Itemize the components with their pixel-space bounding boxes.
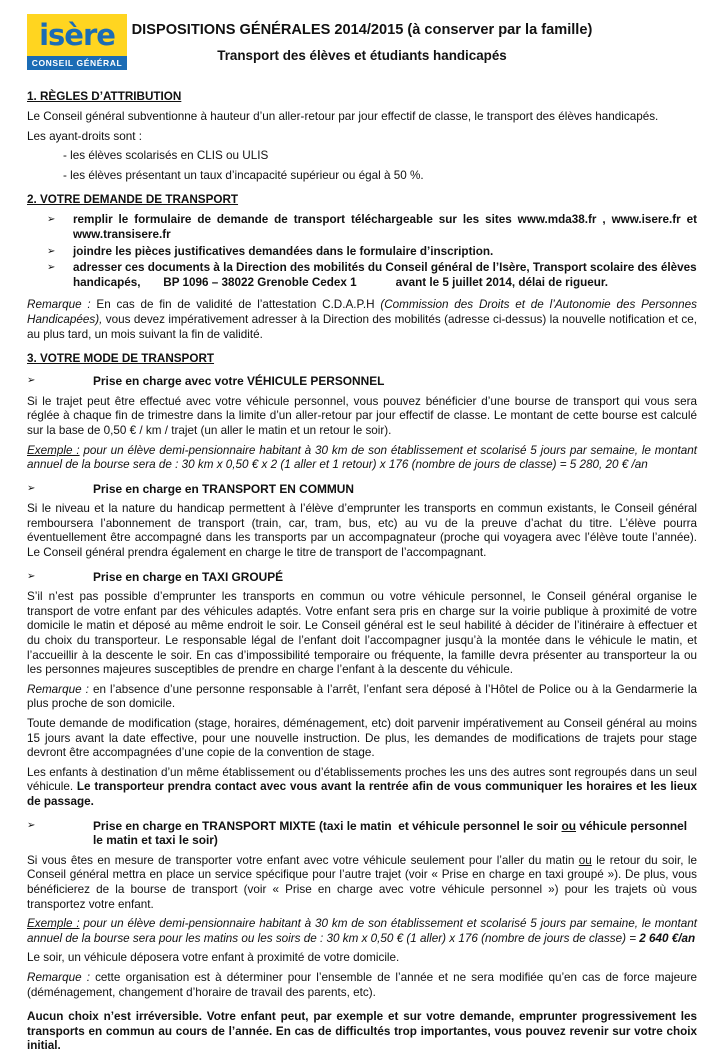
remark-text: en l’absence d’une personne responsable à l’arrêt, l’enfant sera déposé à l’Hôtel de Police ou à la Gendarmerie la plus proche de son domicile. [27, 682, 697, 711]
arrow-bullet-icon: ➢ [27, 375, 36, 387]
section-1-heading: 1. RÈGLES D’ATTRIBUTION [27, 90, 182, 103]
subsection-title: Prise en charge en TRANSPORT EN COMMUN [93, 481, 354, 496]
paragraph-text: le retour du soir, le Conseil général mettra en place un service spécifique pour l’autre trajet (voir « Prise en charge en taxi groupé »). De plus, vous bénéficierez de la bourse de transport (voir « Prise en charge avec votre véhicule personnel ») pour les trajets où vous transportez votre enfant. [27, 853, 697, 911]
section-1-paragraph: Les ayant-droits sont : [27, 129, 142, 143]
document-header [27, 14, 697, 76]
paragraph [27, 854, 697, 912]
bullet-item [27, 261, 700, 290]
paragraph-text: Si vous êtes en mesure de transporter votre enfant avec votre véhicule seulement pour l’aller du matin [27, 853, 579, 867]
subsection-heading-taxi-groupe [27, 570, 697, 585]
bullet-text: remplir le formulaire de demande de transport téléchargeable sur les sites www.mda38.fr , www.isere.fr et www.transisere.fr [73, 213, 697, 241]
paragraph: Si le niveau et la nature du handicap permettent à l’élève d’emprunter les transports en commun existants, le Conseil général remboursera l’abonnement de transport (train, car, tram, bus, etc) au vu de la preuve d’achat du titre. L’élève pourra éventuellement être accompagné dans les transports par un accompagnateur (proche qui voyagera avec l’élève toute l’année). Le Conseil général prendra également en charge le titre de transport de l’accompagnant. [27, 502, 697, 560]
example-label: Exemple : [27, 443, 80, 457]
example-label: Exemple : [27, 917, 80, 931]
subsection-title: Prise en charge avec votre VÉHICULE PERSONNEL [93, 374, 385, 389]
subsection-title [93, 819, 697, 848]
paragraph-text: Les enfants à destination d’un même établissement ou d’établissements proches les uns des autres sont regroupés dans un seul véhicule. [27, 765, 697, 794]
ayant-droits-item: - les élèves présentant un taux d’incapacité supérieur ou égal à 50 %. [63, 168, 424, 182]
final-bold-note: Aucun choix n’est irréversible. Votre enfant peut, par exemple et sur votre demande, emprunter progressivement les transports en commun au cours de l’année. En cas de difficultés trop importantes, vous pouvez revenir sur votre choix initial. [27, 1010, 697, 1053]
subsection-title-ou: ou [561, 818, 577, 833]
section-3-heading: 3. VOTRE MODE DE TRANSPORT [27, 352, 215, 366]
remark [27, 298, 697, 342]
remark-text: cette organisation est à déterminer pour l’ensemble de l’année et ne sera modifiée qu’en cas de force majeure (déménagement, changement d’horaire de travail des parents, etc). [27, 970, 697, 999]
subsection-title: Prise en charge en TAXI GROUPÉ [93, 569, 284, 584]
bullet-text: joindre les pièces justificatives demandées dans le formulaire d’inscription. [73, 244, 494, 258]
remark [27, 683, 697, 712]
bullet-item [27, 245, 697, 260]
example-text: pour un élève demi-pensionnaire habitant à 30 km de son établissement et scolarisé 5 jours par semaine, le montant annuel de la bourse sera pour les matins ou les soirs de : 30 km x 0,50 € (1 aller) x 176 (nombre de jours de classe) = [27, 917, 697, 945]
paragraph-bold-text: Le transporteur prendra contact avec vous avant la rentrée afin de vous communiquer les horaires et les lieux de passage. [27, 780, 697, 808]
logo-name: isère [39, 17, 115, 52]
arrow-bullet-icon: ➢ [27, 482, 36, 494]
arrow-bullet-icon: ➢ [47, 245, 56, 257]
bullet-item [27, 213, 697, 242]
ayant-droits-item: - les élèves scolarisés en CLIS ou ULIS [63, 149, 269, 163]
page-subtitle: Transport des élèves et étudiants handicapés [217, 48, 507, 63]
remark-label: Remarque : [27, 970, 90, 984]
remark-italic-text: (Commission des Droits et de l’Autonomie des Personnes Handicapées), [27, 298, 697, 326]
example-paragraph [27, 444, 697, 473]
subsection-title-text: véhicule personnel le matin et taxi le soir) [93, 818, 691, 848]
remark-text: vous devez impérativement adresser à la Direction des mobilités (adresse ci-dessus) la nouvelle notification et ce, au plus tard, un mois suivant la fin de validité. [27, 312, 697, 341]
remark [27, 971, 697, 1000]
remark-text: En cas de fin de validité de l’attestation C.D.A.P.H [90, 298, 381, 312]
remark-label: Remarque : [27, 682, 89, 696]
section-1-paragraph: Le Conseil général subventionne à hauteur d’un aller-retour par jour effectif de classe, le transport des élèves handicapés. [27, 110, 659, 123]
arrow-bullet-icon: ➢ [47, 214, 56, 226]
arrow-bullet-icon: ➢ [47, 262, 56, 274]
arrow-bullet-icon: ➢ [27, 819, 36, 831]
section-2-heading: 2. VOTRE DEMANDE DE TRANSPORT [27, 193, 239, 207]
remark-label: Remarque : [27, 298, 91, 312]
bullet-text: adresser ces documents à la Direction des mobilités du Conseil général de l’Isère, Transport scolaire des élèves handicapés, BP 1096 – 38022 Grenoble Cedex 1 avant le 5 juillet 2014, délai de rigueur. [73, 261, 700, 289]
subsection-heading-vehicule-personnel [27, 374, 697, 389]
subsection-heading-transport-en-commun [27, 482, 697, 497]
subsection-heading-transport-mixte [27, 819, 697, 848]
paragraph: S’il n’est pas possible d’emprunter les transports en commun ou votre véhicule personnel, le Conseil général organise le transport de votre enfant par des véhicules adaptés. Votre enfant sera pris en charge sur la voirie publique à proximité de votre domicile le matin et déposé au même endroit le soir. Le Conseil général est le seul habilité à décider de l’itinéraire à effectuer et du choix du transporteur. Le responsable légal de l’enfant doit l’accompagner jusqu’à la montée dans le véhicule le matin, et l’accueillir à la descente le soir. En cas d’impossibilité temporaire ou fréquente, la famille devra présenter au transporteur la ou les personnes majeures susceptibles de prendre en charge l’enfant à la descente du véhicule. [27, 590, 697, 677]
example-paragraph [27, 917, 697, 946]
paragraph: Si le trajet peut être effectué avec votre véhicule personnel, vous pouvez bénéficier d’une bourse de transport qui vous sera réglée à chaque fin de trimestre dans la limite d’un aller-retour par jour effectif de classe. Le montant de cette bourse est calculé sur la base de 0,50 € / km / trajet (un aller le matin et un retour le soir). [27, 394, 697, 437]
subsection-title-text: Prise en charge en TRANSPORT MIXTE (taxi le matin et véhicule personnel le soir [93, 818, 562, 833]
paragraph [27, 766, 697, 810]
example-amount: 2 640 €/an [639, 931, 696, 945]
logo-yellow-box [27, 14, 127, 56]
paragraph: Toute demande de modification (stage, horaires, déménagement, etc) doit parvenir impérativement au Conseil général au moins 15 jours avant la date effective, pour une nouvelle instruction. De plus, les demandes de modifications de trajets pour stage devront être accompagnées d’une copie de la convention de stage. [27, 717, 697, 760]
paragraph-ou: ou [578, 853, 592, 867]
title-block [27, 14, 697, 63]
logo-strip: CONSEIL GÉNÉRAL [27, 56, 127, 70]
arrow-bullet-icon: ➢ [27, 570, 36, 582]
example-text: pour un élève demi-pensionnaire habitant à 30 km de son établissement et scolarisé 5 jours par semaine, le montant annuel de la bourse sera de : 30 km x 0,50 € x 2 (1 aller et 1 retour) x 176 (nombre de jours de classe) = 5 280, 20 € /an [27, 443, 697, 472]
paragraph: Le soir, un véhicule déposera votre enfant à proximité de votre domicile. [27, 951, 400, 965]
page-title: DISPOSITIONS GÉNÉRALES 2014/2015 (à conserver par la famille) [131, 22, 593, 38]
isere-logo [27, 14, 127, 70]
